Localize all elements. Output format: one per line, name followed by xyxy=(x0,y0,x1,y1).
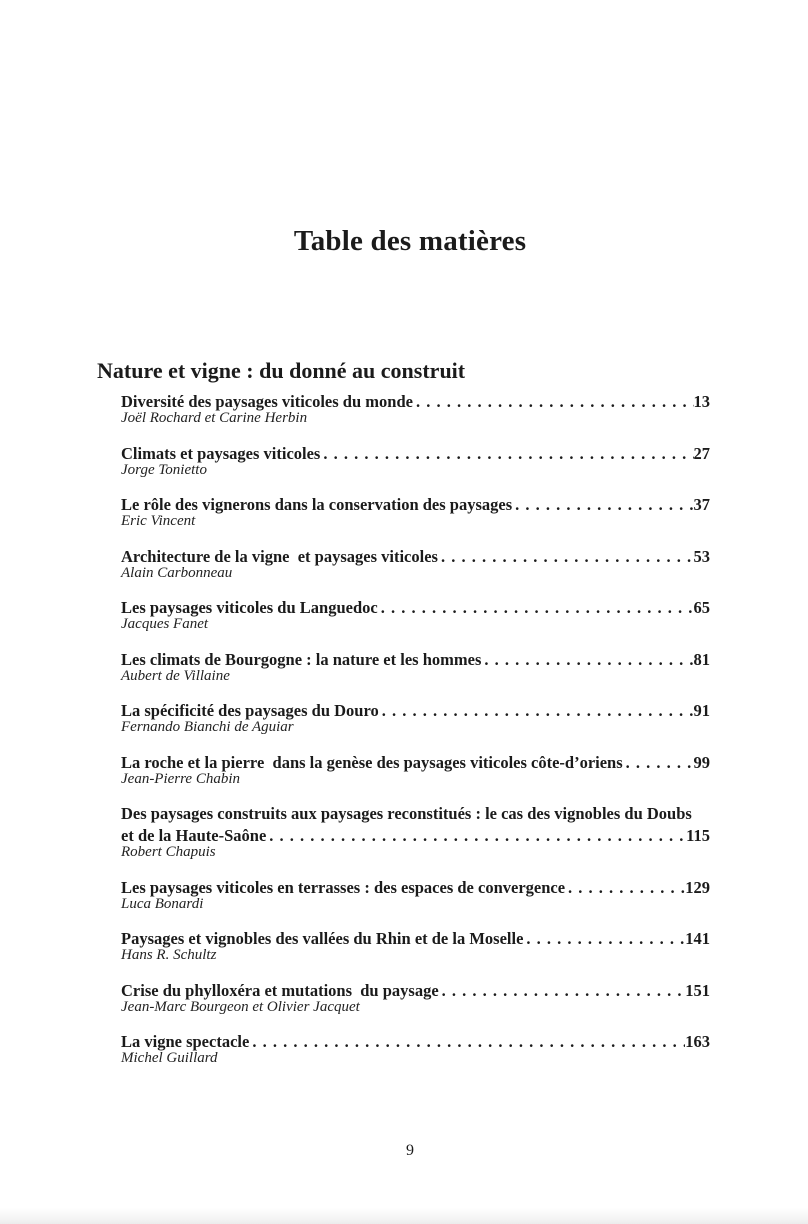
toc-entry-row xyxy=(121,703,723,719)
toc-entry-authors: Jean-Pierre Chabin xyxy=(121,770,240,787)
toc-entry-title: La spécificité des paysages du Douro xyxy=(121,701,379,720)
toc-entry-row xyxy=(121,931,723,947)
toc-entry xyxy=(121,546,723,581)
toc-entry-title: Le rôle des vignerons dans la conservation des paysages xyxy=(121,495,513,514)
toc-entry-page-number: 115 xyxy=(686,826,710,845)
toc-entry-title: et de la Haute-Saône xyxy=(121,826,267,845)
toc-entry-page-number: 65 xyxy=(693,598,710,617)
dot-leader xyxy=(441,549,694,565)
toc-entry-page-number: 129 xyxy=(685,877,710,897)
toc-entry-title: La roche et la pierre dans la genèse des paysages viticoles côte-d’oriens xyxy=(121,752,623,772)
toc-entry-row xyxy=(121,877,723,897)
toc-entry-title: Crise du phylloxéra et mutations du paysage xyxy=(121,980,439,1000)
toc-entry-title: La vigne spectacle xyxy=(121,1032,250,1051)
toc-entry-row xyxy=(121,649,723,669)
toc-entry-page-number: 163 xyxy=(685,1032,710,1051)
toc-entry xyxy=(121,1034,723,1066)
toc-entry-authors: Luca Bonardi xyxy=(121,895,204,912)
dot-leader xyxy=(323,446,693,462)
dot-leader xyxy=(515,497,693,513)
toc-entry-authors: Joël Rochard et Carine Herbin xyxy=(121,410,308,426)
dot-leader xyxy=(269,828,686,844)
toc-entry-page-number: 99 xyxy=(693,752,710,772)
toc-entry-page-number: 53 xyxy=(693,546,710,566)
toc-entry-row xyxy=(121,1034,723,1050)
toc-entry-title: Paysages et vignobles des vallées du Rhin et de la Moselle xyxy=(121,929,524,948)
toc-entry-authors: Hans R. Schultz xyxy=(121,947,217,963)
toc-entry-authors: Jorge Tonietto xyxy=(121,461,207,478)
text-block xyxy=(97,0,723,1224)
toc-entry-page-number: 91 xyxy=(693,701,710,720)
toc-entry-row xyxy=(121,443,723,463)
toc-entry-title: Les paysages viticoles du Languedoc xyxy=(121,598,378,617)
toc-entry-page-number: 141 xyxy=(685,929,710,948)
toc-entry xyxy=(121,877,723,912)
page-title: Table des matières xyxy=(293,225,527,257)
toc-entry-title: Architecture de la vigne et paysages viticoles xyxy=(121,546,438,566)
toc-entry xyxy=(121,752,723,787)
toc-entry xyxy=(121,600,723,632)
dot-leader xyxy=(416,394,694,410)
dot-leader xyxy=(626,755,694,771)
toc-list xyxy=(121,394,723,1086)
dot-leader xyxy=(252,1034,685,1050)
folio-page-number: 9 xyxy=(406,1142,414,1159)
toc-entry-authors: Fernando Bianchi de Aguiar xyxy=(121,719,294,735)
dot-leader xyxy=(381,600,694,616)
toc-entry-row xyxy=(121,600,723,616)
dot-leader xyxy=(382,703,694,719)
dot-leader xyxy=(484,652,693,668)
toc-entry-row xyxy=(121,980,723,1000)
toc-entry-title-line1: Des paysages construits aux paysages reconstitués : le cas des vignobles du Doubs xyxy=(121,804,692,823)
dot-leader xyxy=(442,983,686,999)
toc-entry-row xyxy=(121,394,723,410)
toc-entry-page-number: 27 xyxy=(693,443,710,463)
toc-entry-row xyxy=(121,828,723,844)
toc-entry-page-number: 37 xyxy=(693,495,710,514)
toc-entry-title: Les climats de Bourgogne : la nature et les hommes xyxy=(121,649,482,669)
toc-entry-title: Climats et paysages viticoles xyxy=(121,443,321,463)
toc-entry-row xyxy=(121,546,723,566)
toc-entry-page-number: 13 xyxy=(693,392,710,411)
toc-entry-authors: Robert Chapuis xyxy=(121,844,216,860)
toc-entry xyxy=(121,703,723,735)
toc-entry xyxy=(121,497,723,529)
toc-entry xyxy=(121,394,723,426)
toc-entry-page-number: 151 xyxy=(685,980,710,1000)
dot-leader xyxy=(568,880,685,896)
section-heading: Nature et vigne : du donné au construit xyxy=(97,358,466,383)
toc-entry xyxy=(121,980,723,1015)
dot-leader xyxy=(526,931,685,947)
toc-entry-authors: Alain Carbonneau xyxy=(121,564,233,581)
toc-entry-row xyxy=(121,497,723,513)
toc-entry-authors: Aubert de Villaine xyxy=(121,667,230,684)
toc-entry xyxy=(121,931,723,963)
toc-entry xyxy=(121,649,723,684)
toc-entry xyxy=(121,443,723,478)
toc-entry-authors: Jacques Fanet xyxy=(121,616,209,632)
toc-entry-page-number: 81 xyxy=(693,649,710,669)
toc-entry-authors: Eric Vincent xyxy=(121,513,196,529)
toc-entry-row xyxy=(121,752,723,772)
toc-entry-title: Diversité des paysages viticoles du monde xyxy=(121,392,413,411)
toc-entry xyxy=(121,806,723,860)
toc-entry-authors: Michel Guillard xyxy=(121,1050,218,1066)
toc-entry-title: Les paysages viticoles en terrasses : des espaces de convergence xyxy=(121,877,566,897)
toc-entry-authors: Jean-Marc Bourgeon et Olivier Jacquet xyxy=(121,998,360,1015)
